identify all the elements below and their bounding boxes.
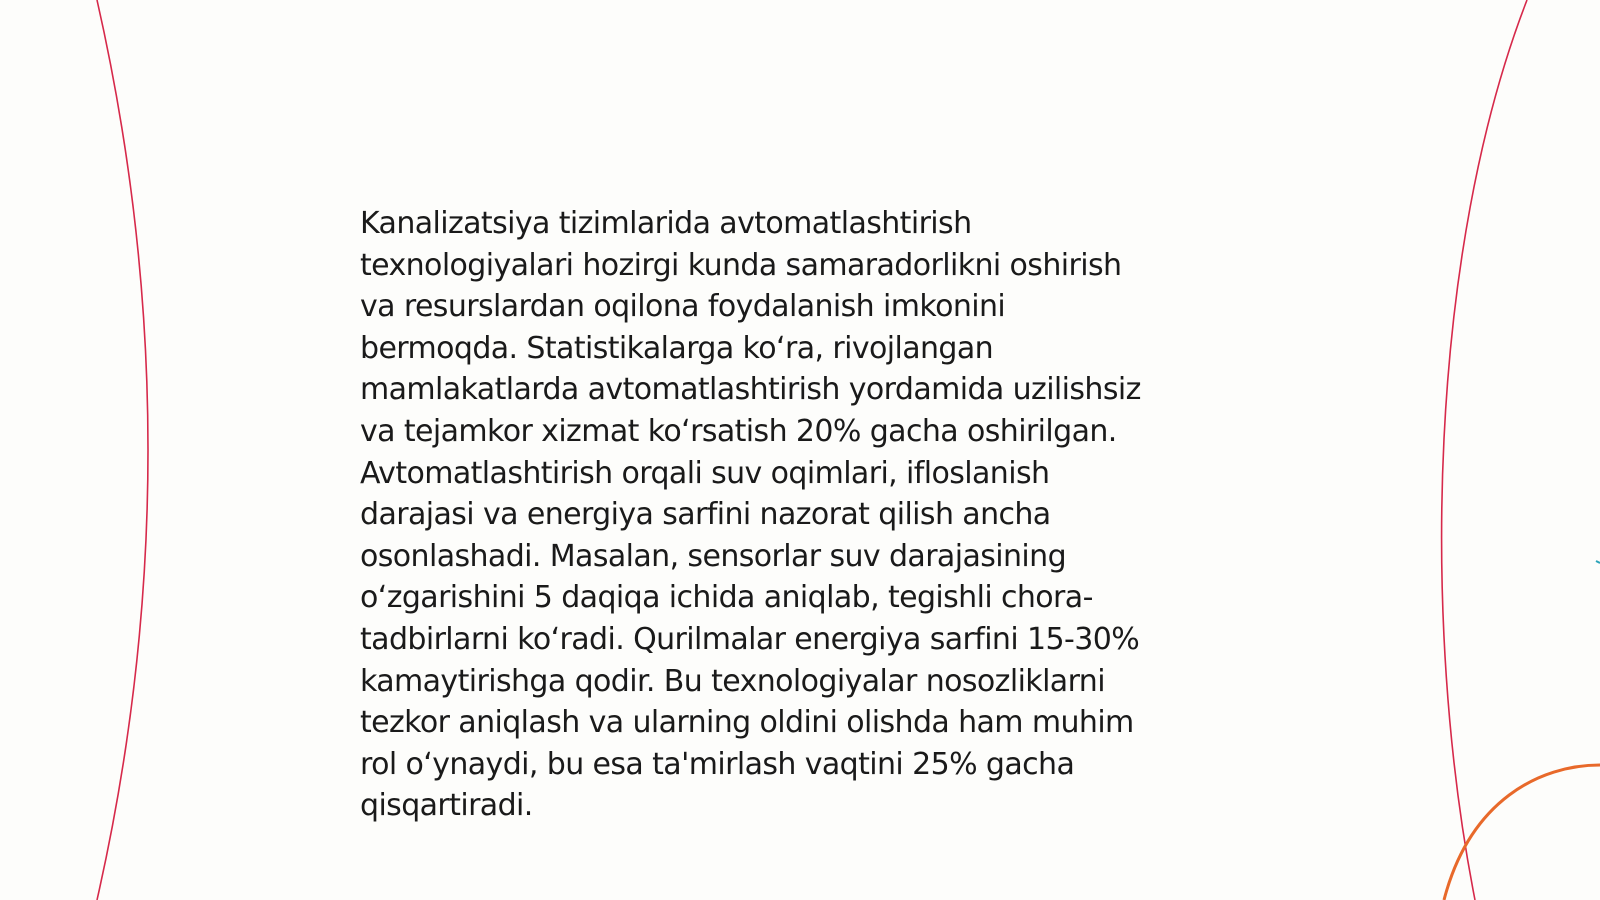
body-text: Kanalizatsiya tizimlarida avtomatlashtirish texnologiyalari hozirgi kunda samaradorlikni oshirish va resurslardan oqilona foydalanish imkonini bermoqda. Statistikalarga koʻra, rivojlangan mamlakatlarda avtomatlashtirish yordamida uzilishsiz va tejamkor xizmat koʻrsatish 20% gacha oshirilgan. Avtomatlashtirish orqali suv oqimlari, ifloslanish darajasi va energiya sarfini nazorat qilish ancha osonlashadi. Masalan, sensorlar suv darajasining oʻzgarishini 5 daqiqa ichida aniqlab, tegishli chora- tadbirlarni koʻradi. Qurilmalar energiya sarfini 15-30% kamaytirishga qodir. Bu texnologiyalar nosozliklarni tezkor aniqlash va ularning oldini olishda ham muhim rol oʻynaydi, bu esa ta'mirlash vaqtini 25% gacha qisqartiradi.: [360, 206, 1141, 824]
teal-mark: [1596, 561, 1600, 563]
right-curve-line: [1442, 0, 1527, 900]
left-curve-line: [97, 0, 148, 900]
orange-arc: [1444, 765, 1600, 900]
